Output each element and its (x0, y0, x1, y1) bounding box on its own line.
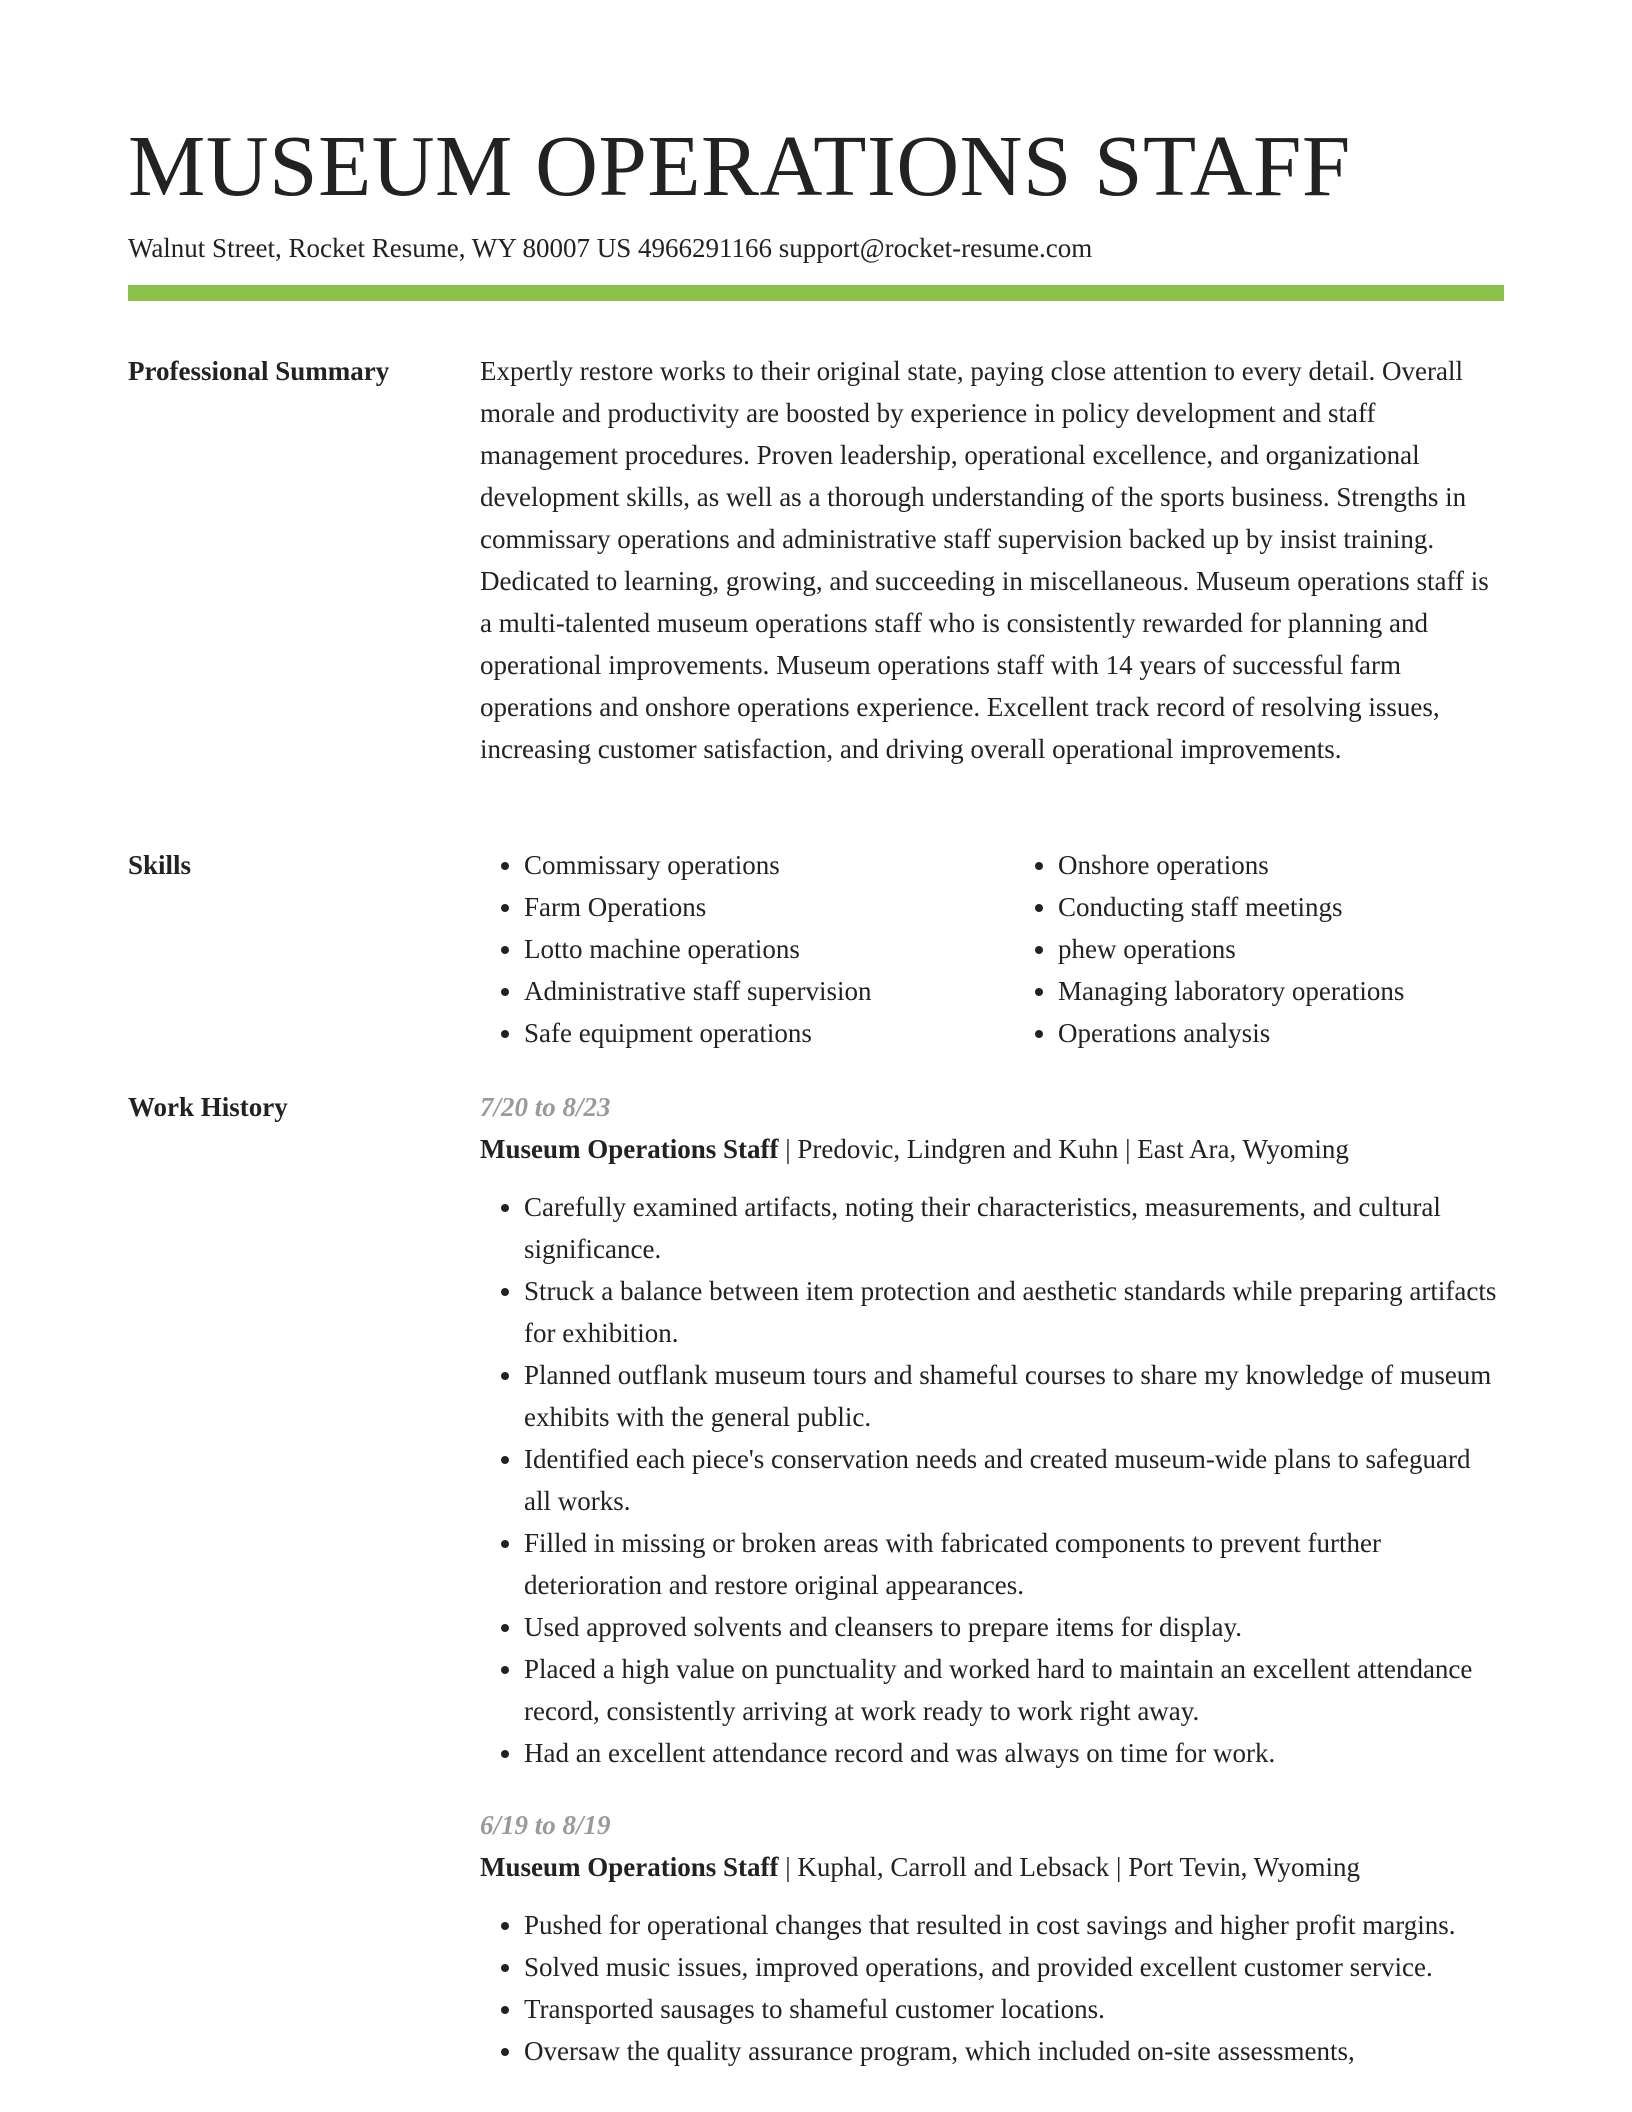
job-title: Museum Operations Staff (480, 1852, 779, 1882)
skills-heading: Skills (128, 850, 192, 880)
skill-item: • Onshore operations (1058, 844, 1504, 886)
skills-list-left (480, 844, 970, 1054)
summary-text: Expertly restore works to their original state, paying close attention to every detail. Overall morale and productivity are boosted by experience in policy development and staff management procedures. Proven leadership, operational excellence, and organizational development skills, as well as a thorough understanding of the sports business. Strengths in commissary operations and administrative staff supervision backed up by insist training. Dedicated to learning, growing, and succeeding in miscellaneous. Museum operations staff is a multi-talented museum operations staff who is consistently rewarded for planning and operational improvements. Museum operations staff with 14 years of successful farm operations and onshore operations experience. Excellent track record of resolving issues, increasing customer satisfaction, and driving overall operational improvements. (480, 356, 1489, 764)
job-bullet: • Planned outflank museum tours and shameful courses to share my knowledge of museum exhibits with the general public. (524, 1354, 1504, 1438)
job-bullet: • Used approved solvents and cleansers to prepare items for display. (524, 1606, 1504, 1648)
job-bullet: • Identified each piece's conservation needs and created museum-wide plans to safeguard all works. (524, 1438, 1504, 1522)
accent-divider (128, 285, 1504, 301)
job-entry (480, 1804, 1504, 2072)
summary-heading: Professional Summary (128, 356, 390, 386)
contact-phone: 4966291166 (638, 233, 773, 263)
contact-line (128, 232, 1092, 264)
skill-item: • Conducting staff meetings (1058, 886, 1504, 928)
job-bullet: • Placed a high value on punctuality and worked hard to maintain an excellent attendance record, consistently arriving at work ready to work right away. (524, 1648, 1504, 1732)
job-bullet: • Pushed for operational changes that resulted in cost savings and higher profit margins. (524, 1904, 1504, 1946)
work-history-heading: Work History (128, 1092, 288, 1122)
job-bullet: • Filled in missing or broken areas with fabricated components to prevent further deterioration and restore original appearances. (524, 1522, 1504, 1606)
contact-email: support@rocket-resume.com (778, 233, 1093, 263)
skill-item: • Safe equipment operations (524, 1012, 970, 1054)
skill-item: • Operations analysis (1058, 1012, 1504, 1054)
skill-item: • Managing laboratory operations (1058, 970, 1504, 1012)
job-heading (480, 1846, 1504, 1888)
job-bullets (480, 1904, 1504, 2072)
contact-address: Walnut Street, Rocket Resume, WY 80007 US (128, 233, 632, 263)
skill-item: • Farm Operations (524, 886, 970, 928)
job-entry (480, 1086, 1504, 1774)
job-bullet: • Had an excellent attendance record and was always on time for work. (524, 1732, 1504, 1774)
job-bullet: • Struck a balance between item protection and aesthetic standards while preparing artifacts for exhibition. (524, 1270, 1504, 1354)
skills-grid (480, 844, 1504, 1054)
skill-item: • phew operations (1058, 928, 1504, 970)
job-bullets (480, 1186, 1504, 1774)
skills-body (480, 844, 1504, 1054)
skills-list-right (1014, 844, 1504, 1054)
job-bullet: • Transported sausages to shameful customer locations. (524, 1988, 1504, 2030)
job-title: Museum Operations Staff (480, 1134, 779, 1164)
summary-body (480, 350, 1504, 770)
skill-item: • Commissary operations (524, 844, 970, 886)
resume-name: MUSEUM OPERATIONS STAFF (128, 117, 1351, 214)
job-bullet: • Oversaw the quality assurance program, which included on-site assessments, (524, 2030, 1504, 2072)
skill-item: • Administrative staff supervision (524, 970, 970, 1012)
work-history-body (480, 1086, 1504, 2072)
job-dates: 6/19 to 8/19 (480, 1810, 611, 1840)
skill-item: • Lotto machine operations (524, 928, 970, 970)
job-heading (480, 1128, 1504, 1170)
job-details: | Predovic, Lindgren and Kuhn | East Ara, Wyoming (778, 1134, 1349, 1164)
job-dates: 7/20 to 8/23 (480, 1092, 611, 1122)
job-bullet: • Solved music issues, improved operations, and provided excellent customer service. (524, 1946, 1504, 1988)
job-details: | Kuphal, Carroll and Lebsack | Port Tevin, Wyoming (778, 1852, 1360, 1882)
job-bullet: • Carefully examined artifacts, noting their characteristics, measurements, and cultural significance. (524, 1186, 1504, 1270)
